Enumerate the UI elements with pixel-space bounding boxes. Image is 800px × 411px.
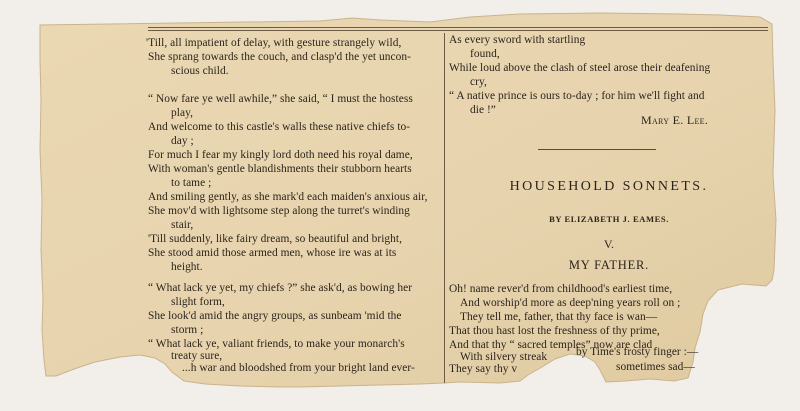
top-rule-double <box>148 30 768 31</box>
poem-line: scious child. <box>171 65 229 77</box>
byline: BY ELIZABETH J. EAMES. <box>549 214 669 224</box>
section-title: MY FATHER. <box>568 258 650 272</box>
section-number: V. <box>603 237 615 251</box>
top-rule <box>148 27 768 28</box>
poem-line: While loud above the clash of steel arose their deafening <box>449 62 711 74</box>
poem-line: Oh! name rever'd from childhood's earliest time, <box>449 283 673 295</box>
poem-line: treaty sure, <box>171 350 223 362</box>
poem-line: die !” <box>470 104 496 116</box>
poem-line: They tell me, father, that thy face is wan— <box>460 311 658 323</box>
poem-line: With woman's gentle blandishments their stubborn hearts <box>148 163 412 175</box>
poem-line: sometimes sad— <box>616 361 695 373</box>
section-heading: HOUSEHOLD SONNETS. <box>509 179 709 194</box>
author-signature: Mary E. Lee. <box>641 113 709 127</box>
poem-line: cry, <box>470 76 487 88</box>
column-divider <box>444 33 445 383</box>
poem-line: And that thy “ sacred temples” now are clad <box>449 339 653 351</box>
poem-line: They say thy v <box>449 363 518 375</box>
poem-line: She sprang towards the couch, and clasp'd the yet uncon- <box>148 51 411 63</box>
poem-line: 'Till suddenly, like fairy dream, so beautiful and bright, <box>148 233 403 245</box>
section-rule <box>538 149 656 150</box>
poem-line: by Time's frosty finger :— <box>576 346 699 358</box>
poem-line: found, <box>470 48 500 60</box>
poem-line: With silvery streak <box>460 351 548 363</box>
poem-line: As every sword with startling <box>449 34 586 46</box>
poem-line: stair, <box>171 219 194 231</box>
poem-line: And welcome to this castle's walls these native chiefs to- <box>148 121 411 133</box>
poem-line: “ What lack ye yet, my chiefs ?” she ask'd, as bowing her <box>148 282 413 294</box>
poem-line: day ; <box>171 135 194 147</box>
poem-line: She stood amid those armed men, whose ire was at its <box>148 247 397 259</box>
poem-line: to tame ; <box>171 177 212 189</box>
poem-line: And smiling gently, as she mark'd each maiden's anxious air, <box>148 191 428 203</box>
poem-line: She mov'd with lightsome step along the turret's winding <box>148 205 410 217</box>
poem-line: “ Now fare ye well awhile,” she said, “ I must the hostess <box>148 93 413 105</box>
poem-line: storm ; <box>171 324 204 336</box>
poem-line: For much I fear my kingly lord doth need his royal dame, <box>148 149 413 161</box>
poem-line: “ What lack ye, valiant friends, to make your monarch's <box>148 338 405 350</box>
poem-line: She look'd amid the angry groups, as sunbeam 'mid the <box>148 310 402 322</box>
poem-line: That thou hast lost the freshness of thy prime, <box>449 325 660 337</box>
poem-line: height. <box>171 261 203 273</box>
poem-line: slight form, <box>171 296 225 308</box>
poem-line: ...h war and bloodshed from your bright land ever- <box>182 362 415 374</box>
poem-line: And worship'd more as deep'ning years roll on ; <box>460 297 681 309</box>
poem-line: “ A native prince is ours to-day ; for him we'll fight and <box>449 90 705 102</box>
poem-line: play, <box>171 107 193 119</box>
poem-line: 'Till, all impatient of delay, with gesture strangely wild, <box>146 37 402 49</box>
